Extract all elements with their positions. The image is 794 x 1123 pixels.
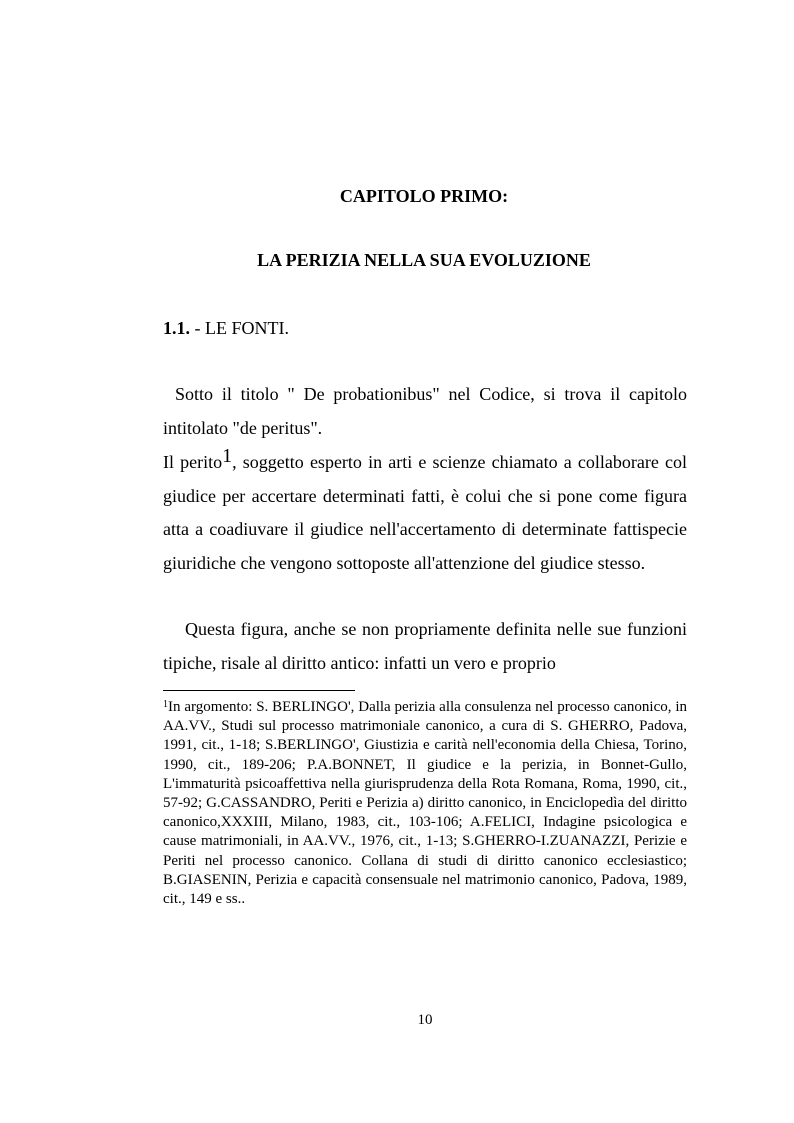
paragraph-3: Questa figura, anche se non propriamente definita nelle sue funzioni tipiche, risale al diritto antico: infatti un vero e proprio (163, 619, 687, 673)
paragraph-2 (163, 446, 687, 580)
section-heading (163, 316, 289, 340)
section-number: 1.1. (163, 318, 190, 338)
paragraph-1: Sotto il titolo " De probationibus" nel Codice, si trova il capitolo intitolato "de peritus". (163, 384, 687, 438)
paragraph-2-start: Il perito (163, 452, 223, 472)
footnote-separator (163, 690, 355, 691)
footnote-mark: 1 (163, 699, 168, 710)
chapter-title: CAPITOLO PRIMO: (339, 186, 509, 206)
chapter-subtitle: LA PERIZIA NELLA SUA EVOLUZIONE (257, 250, 591, 270)
section-title: - LE FONTI. (190, 318, 289, 338)
footnote-text: In argomento: S. BERLINGO', Dalla perizia alla consulenza nel processo canonico, in AA.VV., Studi sul processo matrimoniale canonico, a cura di S. GHERRO, Padova, 1991, cit., 1-18; S.BERLINGO', Giustizia e carità nell'economia della Chiesa, Torino, 1990, cit., 189-206; P.A.BONNET, Il giudice e la perizia, in Bonnet-Gullo, L'immaturità psicoaffettiva nella giurisprudenza della Rota Romana, Roma, 1990, cit., 57-92; G.CASSANDRO, Periti e Perizia a) diritto canonico, in Enciclopedìa del diritto canonico,XXXIII, Milano, 1983, cit., 103-106; A.FELICI, Indagine psicologica e cause matrimoniali, in AA.VV., 1976, cit., 1-13; S.GHERRO-I.ZUANAZZI, Perizie e Periti nel processo canonico. Collana di studi di diritto canonico ecclesiastico; B.GIASENIN, Perizia e capacità consensuale nel matrimonio canonico, Padova, 1989, cit., 149 e ss.. (163, 699, 687, 908)
footnote (163, 698, 687, 909)
footnote-reference[interactable]: 1 (222, 445, 233, 467)
page-number: 10 (417, 1012, 433, 1028)
paragraph-2-rest: , soggetto esperto in arti e scienze chiamato a collaborare col giudice per accertare determinati fatti, è colui che si pone come figura atta a coadiuvare il giudice nell'accertamento di determinate fattispecie giuridiche che vengono sottoposte all'attenzione del giudice stesso. (163, 452, 687, 573)
